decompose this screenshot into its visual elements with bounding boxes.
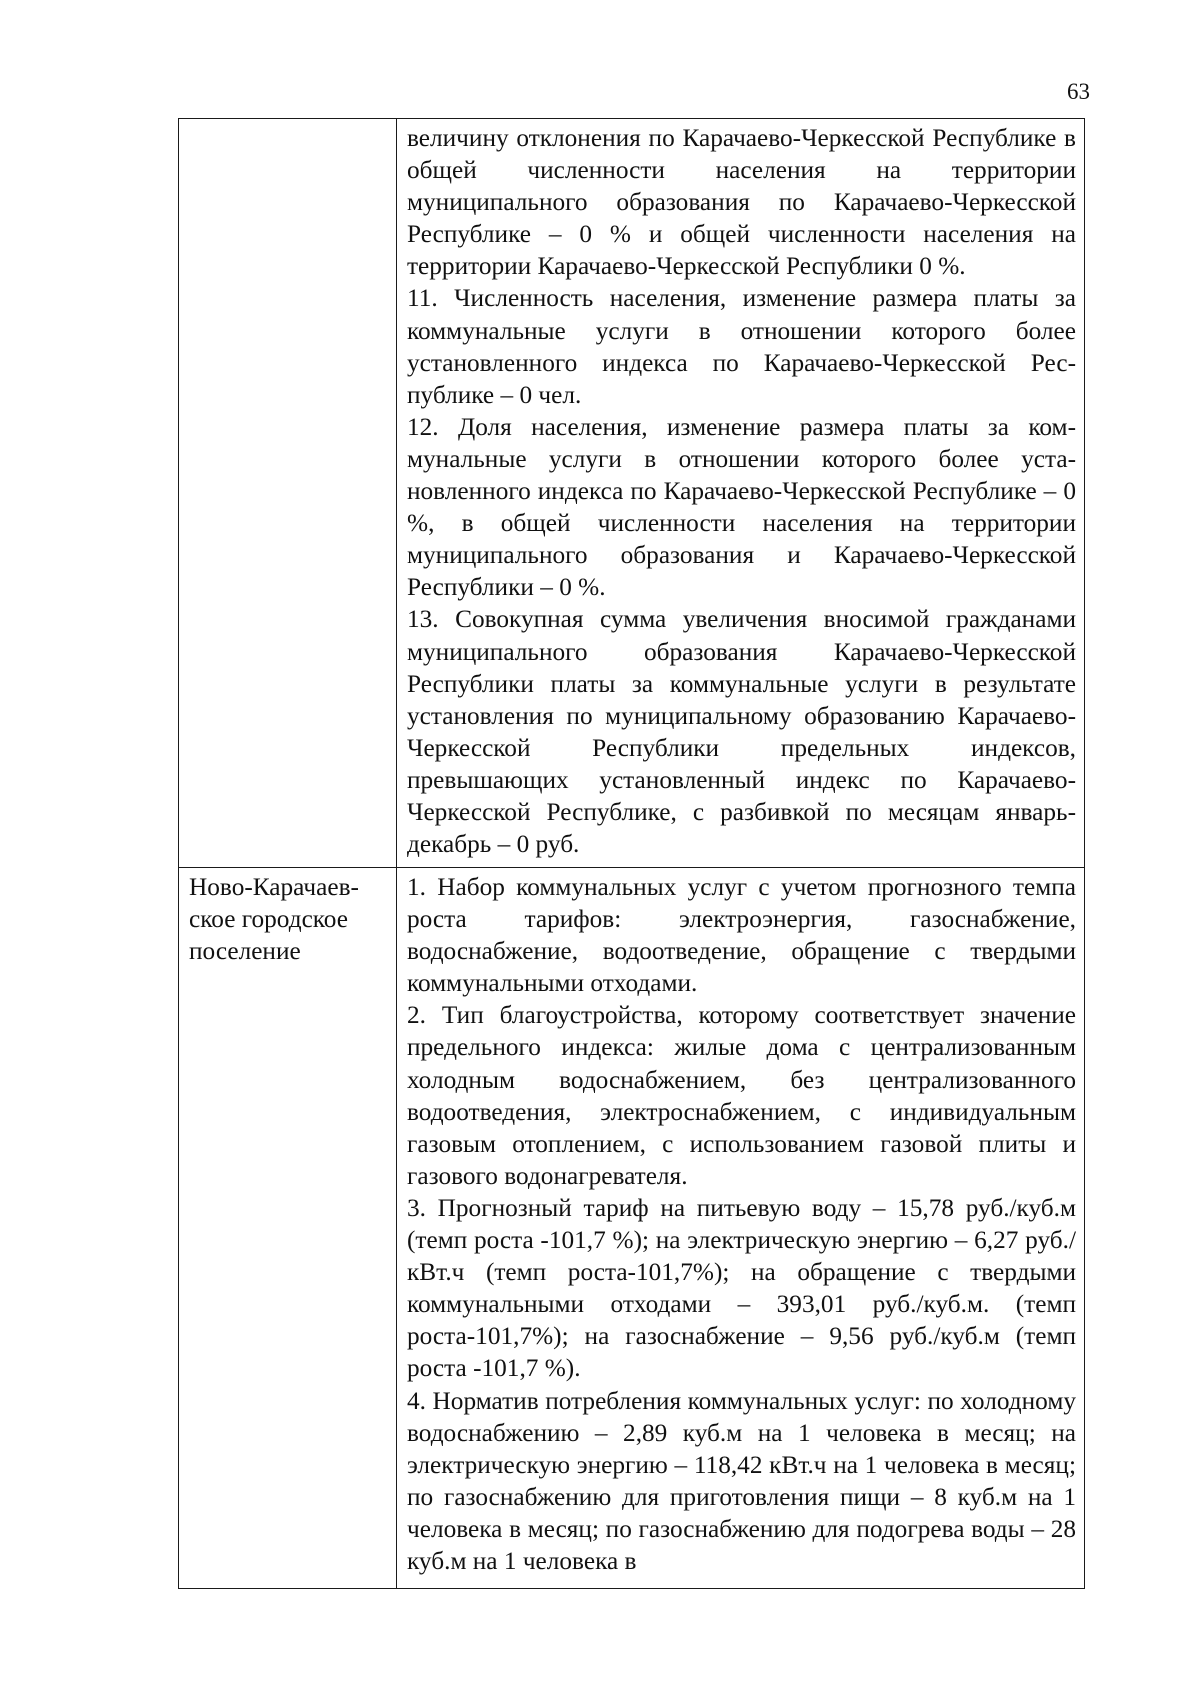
indicators-cell — [397, 868, 1085, 1589]
table-row — [179, 868, 1085, 1589]
municipality-cell — [179, 119, 397, 868]
indicators-cell — [397, 119, 1085, 868]
indicator-paragraph: 13. Совокупная сумма увеличения вносимой гражданами муниципального образования Карачаево-Черкесской Республики платы за коммунальные услуги в результате установления по муниципальному образованию Карачаево-Черкесской Республики предельных индексов, превышающих установленный индекс по Карачаево-Черкесской Республике, с разбивкой по месяцам январь-декабрь – 0 руб. — [407, 605, 1076, 859]
table-row — [179, 119, 1085, 868]
indicator-paragraph: 12. Доля населения, изменение размера платы за коммунальные услуги в отношении которого более установленного индекса по Карачаево-Черкесской Республике – 0 %, в общей численности населения на территории муниципального образования и Карачаево-Черкесской Республики – 0 %. — [407, 412, 1076, 602]
municipality-name: Ново-Карачаевское городское поселение — [189, 873, 359, 966]
indicator-paragraph: 2. Тип благоустройства, которому соответствует значение предельного индекса: жилые дома с централизованным холодным водоснабжением, без централизованного водоотведения, электроснабжением, с индивидуальным газовым отоплением, с использованием газовой плиты и газового водонагревателя. — [407, 1001, 1076, 1190]
municipality-cell — [179, 868, 397, 1589]
indicator-paragraph: 11. Численность населения, изменение размера платы за коммунальные услуги в отношении которого более установленного индекса по Карачаево-Черкесской Республике – 0 чел. — [407, 284, 1076, 409]
indicator-paragraph: величину отклонения по Карачаево-Черкесской Республике в общей численности населения на территории муниципального образования по Карачаево-Черкесской Республике – 0 % и общей численности населения на территории Карачаево-Черкесской Республики 0 %. — [407, 124, 1076, 281]
indicator-paragraph: 3. Прогнозный тариф на питьевую воду – 15,78 руб./куб.м (темп роста -101,7 %); на электрическую энергию – 6,27 руб./кВт.ч (темп роста-101,7%); на обращение с твердыми коммунальными отходами – 393,01 руб./куб.м. (темп роста-101,7%); на газоснабжение – 9,56 руб./куб.м (темп роста -101,7 %). — [407, 1193, 1076, 1383]
page-number: 63 — [1067, 79, 1090, 104]
municipality-data-table — [178, 118, 1085, 1589]
indicator-paragraph: 1. Набор коммунальных услуг с учетом прогнозного темпа роста тарифов: электроэнергия, газоснабжение, водоснабжение, водоотведение, обращение с твердыми коммунальными отходами. — [407, 873, 1076, 998]
indicator-paragraph: 4. Норматив потребления коммунальных услуг: по холодному водоснабжению – 2,89 куб.м на 1 человека в месяц; на электрическую энергию – 118,42 кВт.ч на 1 человека в месяц; по газоснабжению для приготовления пищи – 8 куб.м на 1 человека в месяц; по газоснабжению для подогрева воды – 28 куб.м на 1 человека в — [407, 1386, 1076, 1575]
